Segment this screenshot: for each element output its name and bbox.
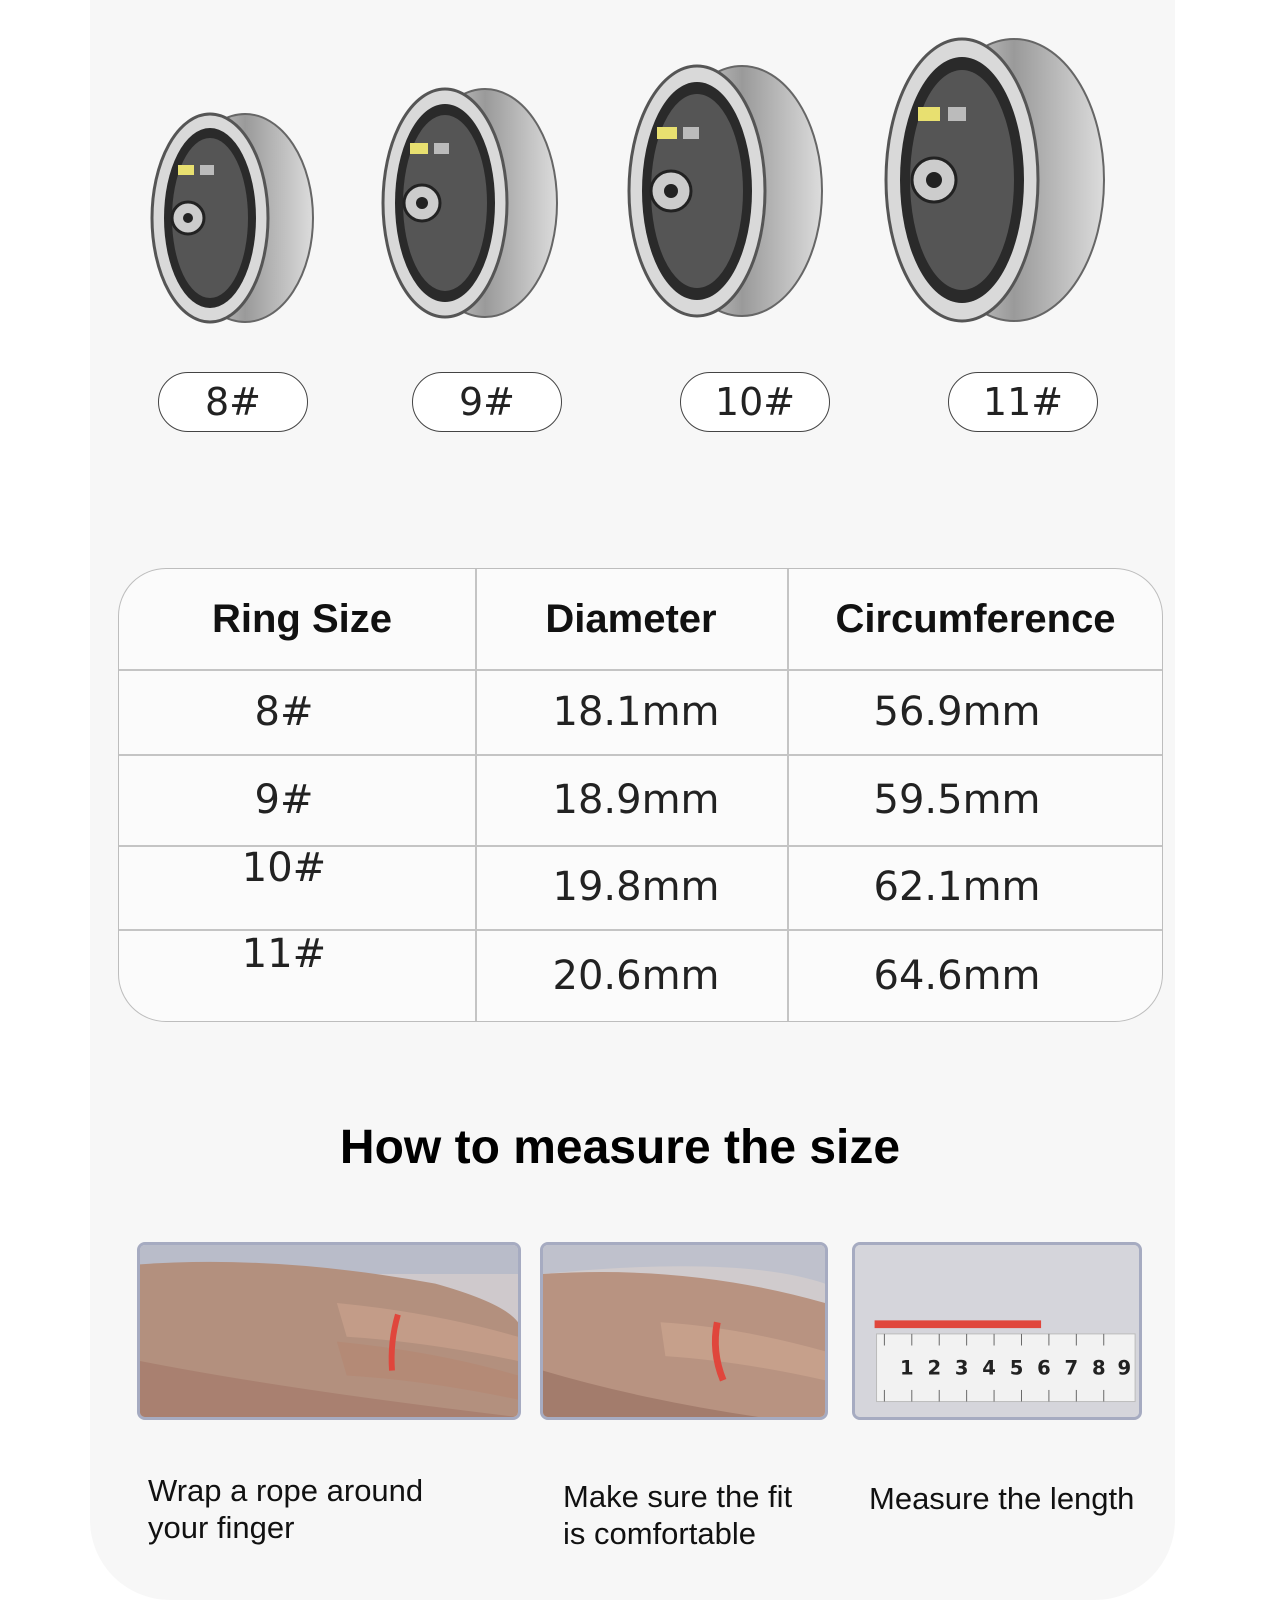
- ruler-number: 1: [900, 1356, 914, 1380]
- step-3-caption-line1: Measure the length: [869, 1481, 1135, 1516]
- size-label-10: 10#: [680, 372, 830, 432]
- ring-image-11: [882, 35, 1107, 325]
- cell-diameter-11: 20.6mm: [552, 953, 720, 999]
- howto-title: How to measure the size: [339, 1121, 901, 1174]
- ruler-number: 4: [982, 1356, 996, 1380]
- cell-circumference-8: 56.9mm: [873, 688, 1041, 735]
- ruler-number: 8: [1091, 1356, 1106, 1380]
- step-2-caption-line2: is comfortable: [563, 1516, 756, 1551]
- ruler-number: 3: [954, 1356, 969, 1380]
- step-2-caption-line1: Make sure the fit: [563, 1479, 793, 1514]
- cell-diameter-8: 18.1mm: [552, 688, 720, 735]
- size-table: [118, 568, 1163, 1022]
- step-3-photo: [852, 1242, 1142, 1420]
- header-ring-size: Ring Size: [211, 596, 393, 641]
- ruler-number: 6: [1037, 1356, 1051, 1380]
- size-label-8: 8#: [158, 372, 308, 432]
- cell-size-8: 8#: [254, 688, 314, 735]
- step-1-caption-line1: Wrap a rope around: [148, 1473, 424, 1508]
- cell-circumference-11: 64.6mm: [873, 953, 1041, 999]
- step-2-caption: [563, 1478, 843, 1552]
- step-1-caption: [148, 1472, 488, 1546]
- step-1-photo: [137, 1242, 521, 1420]
- size-label-9: 9#: [412, 372, 562, 432]
- cell-circumference-10: 62.1mm: [873, 864, 1041, 910]
- size-label-11: 11#: [948, 372, 1098, 432]
- header-circumference: Circumference: [835, 596, 1116, 641]
- ruler-number: 9: [1117, 1356, 1132, 1380]
- step-3-caption: [869, 1480, 1179, 1517]
- cell-size-11: 11#: [241, 931, 327, 977]
- cell-size-9: 9#: [254, 776, 314, 823]
- ring-image-9: [380, 85, 560, 320]
- cell-circumference-9: 59.5mm: [873, 776, 1041, 823]
- cell-diameter-10: 19.8mm: [552, 864, 720, 910]
- ruler-number: 7: [1064, 1356, 1079, 1380]
- ring-image-8: [150, 110, 315, 325]
- cell-size-10: 10#: [241, 845, 327, 891]
- cell-diameter-9: 18.9mm: [552, 776, 720, 823]
- header-diameter: Diameter: [545, 596, 717, 641]
- step-1-caption-line2: your finger: [148, 1510, 295, 1545]
- step-2-photo: [540, 1242, 828, 1420]
- ring-image-10: [625, 62, 825, 320]
- ruler-number: 2: [927, 1356, 942, 1380]
- ruler-number: 5: [1009, 1356, 1024, 1380]
